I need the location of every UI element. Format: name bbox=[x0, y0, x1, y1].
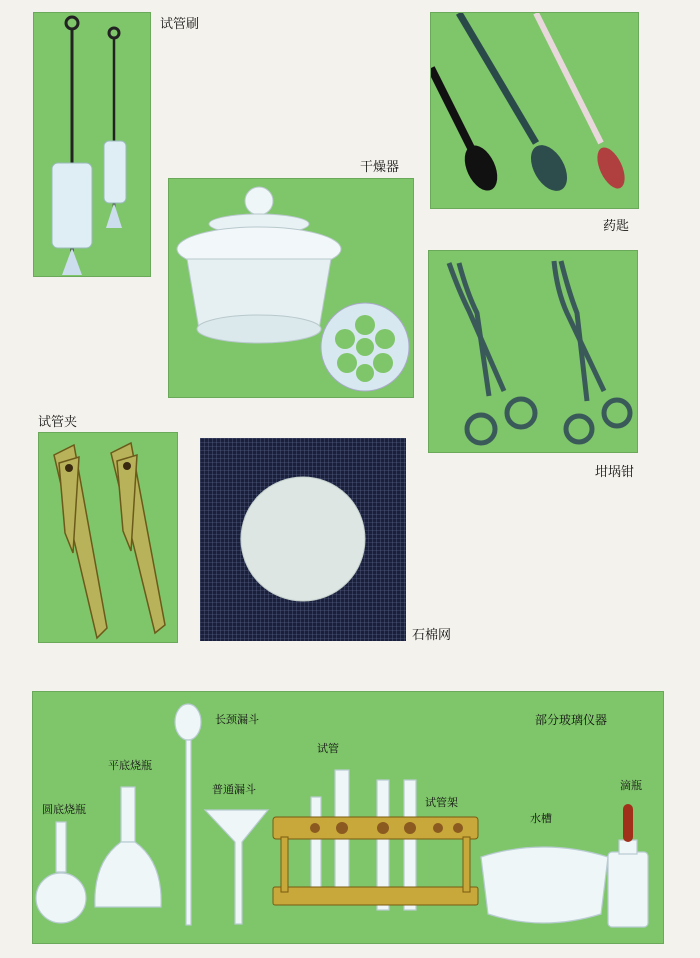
desiccator-panel bbox=[168, 178, 414, 398]
test-tube-clamp-label: 试管夹 bbox=[38, 415, 78, 430]
crucible-tongs-image bbox=[429, 251, 639, 454]
asbestos-gauze-label: 石棉网 bbox=[412, 628, 452, 643]
test-tube-clamp-panel bbox=[38, 432, 178, 643]
desiccator-label: 干燥器 bbox=[360, 160, 400, 175]
test-tube-brush-panel bbox=[33, 12, 151, 277]
test-tube-brush-label: 试管刷 bbox=[160, 17, 200, 32]
desiccator-image bbox=[169, 179, 415, 399]
glassware-panel bbox=[32, 691, 664, 944]
crucible-tongs-label: 坩埚钳 bbox=[595, 465, 635, 480]
dropper-bottle-label: 滴瓶 bbox=[620, 779, 642, 792]
glass-title-label: 部分玻璃仪器 bbox=[535, 713, 608, 727]
asbestos-gauze-panel bbox=[200, 438, 406, 641]
test-tube-clamp-image bbox=[39, 433, 179, 644]
crucible-tongs-panel bbox=[428, 250, 638, 453]
asbestos-gauze-image bbox=[200, 438, 406, 641]
water-trough-label: 水槽 bbox=[530, 812, 552, 825]
spoon-label: 药匙 bbox=[603, 219, 630, 234]
tube-rack-label: 试管架 bbox=[425, 796, 458, 809]
spoon-panel bbox=[430, 12, 639, 209]
spoon-image bbox=[431, 13, 640, 210]
funnel-label: 普通漏斗 bbox=[212, 783, 256, 796]
flat-flask-label: 平底烧瓶 bbox=[108, 759, 152, 772]
long-neck-funnel-label: 长颈漏斗 bbox=[215, 713, 259, 726]
test-tube-brush-image bbox=[34, 13, 152, 278]
glassware-image bbox=[33, 692, 665, 945]
round-flask-label: 圆底烧瓶 bbox=[42, 803, 86, 816]
test-tube-label: 试管 bbox=[317, 742, 339, 755]
